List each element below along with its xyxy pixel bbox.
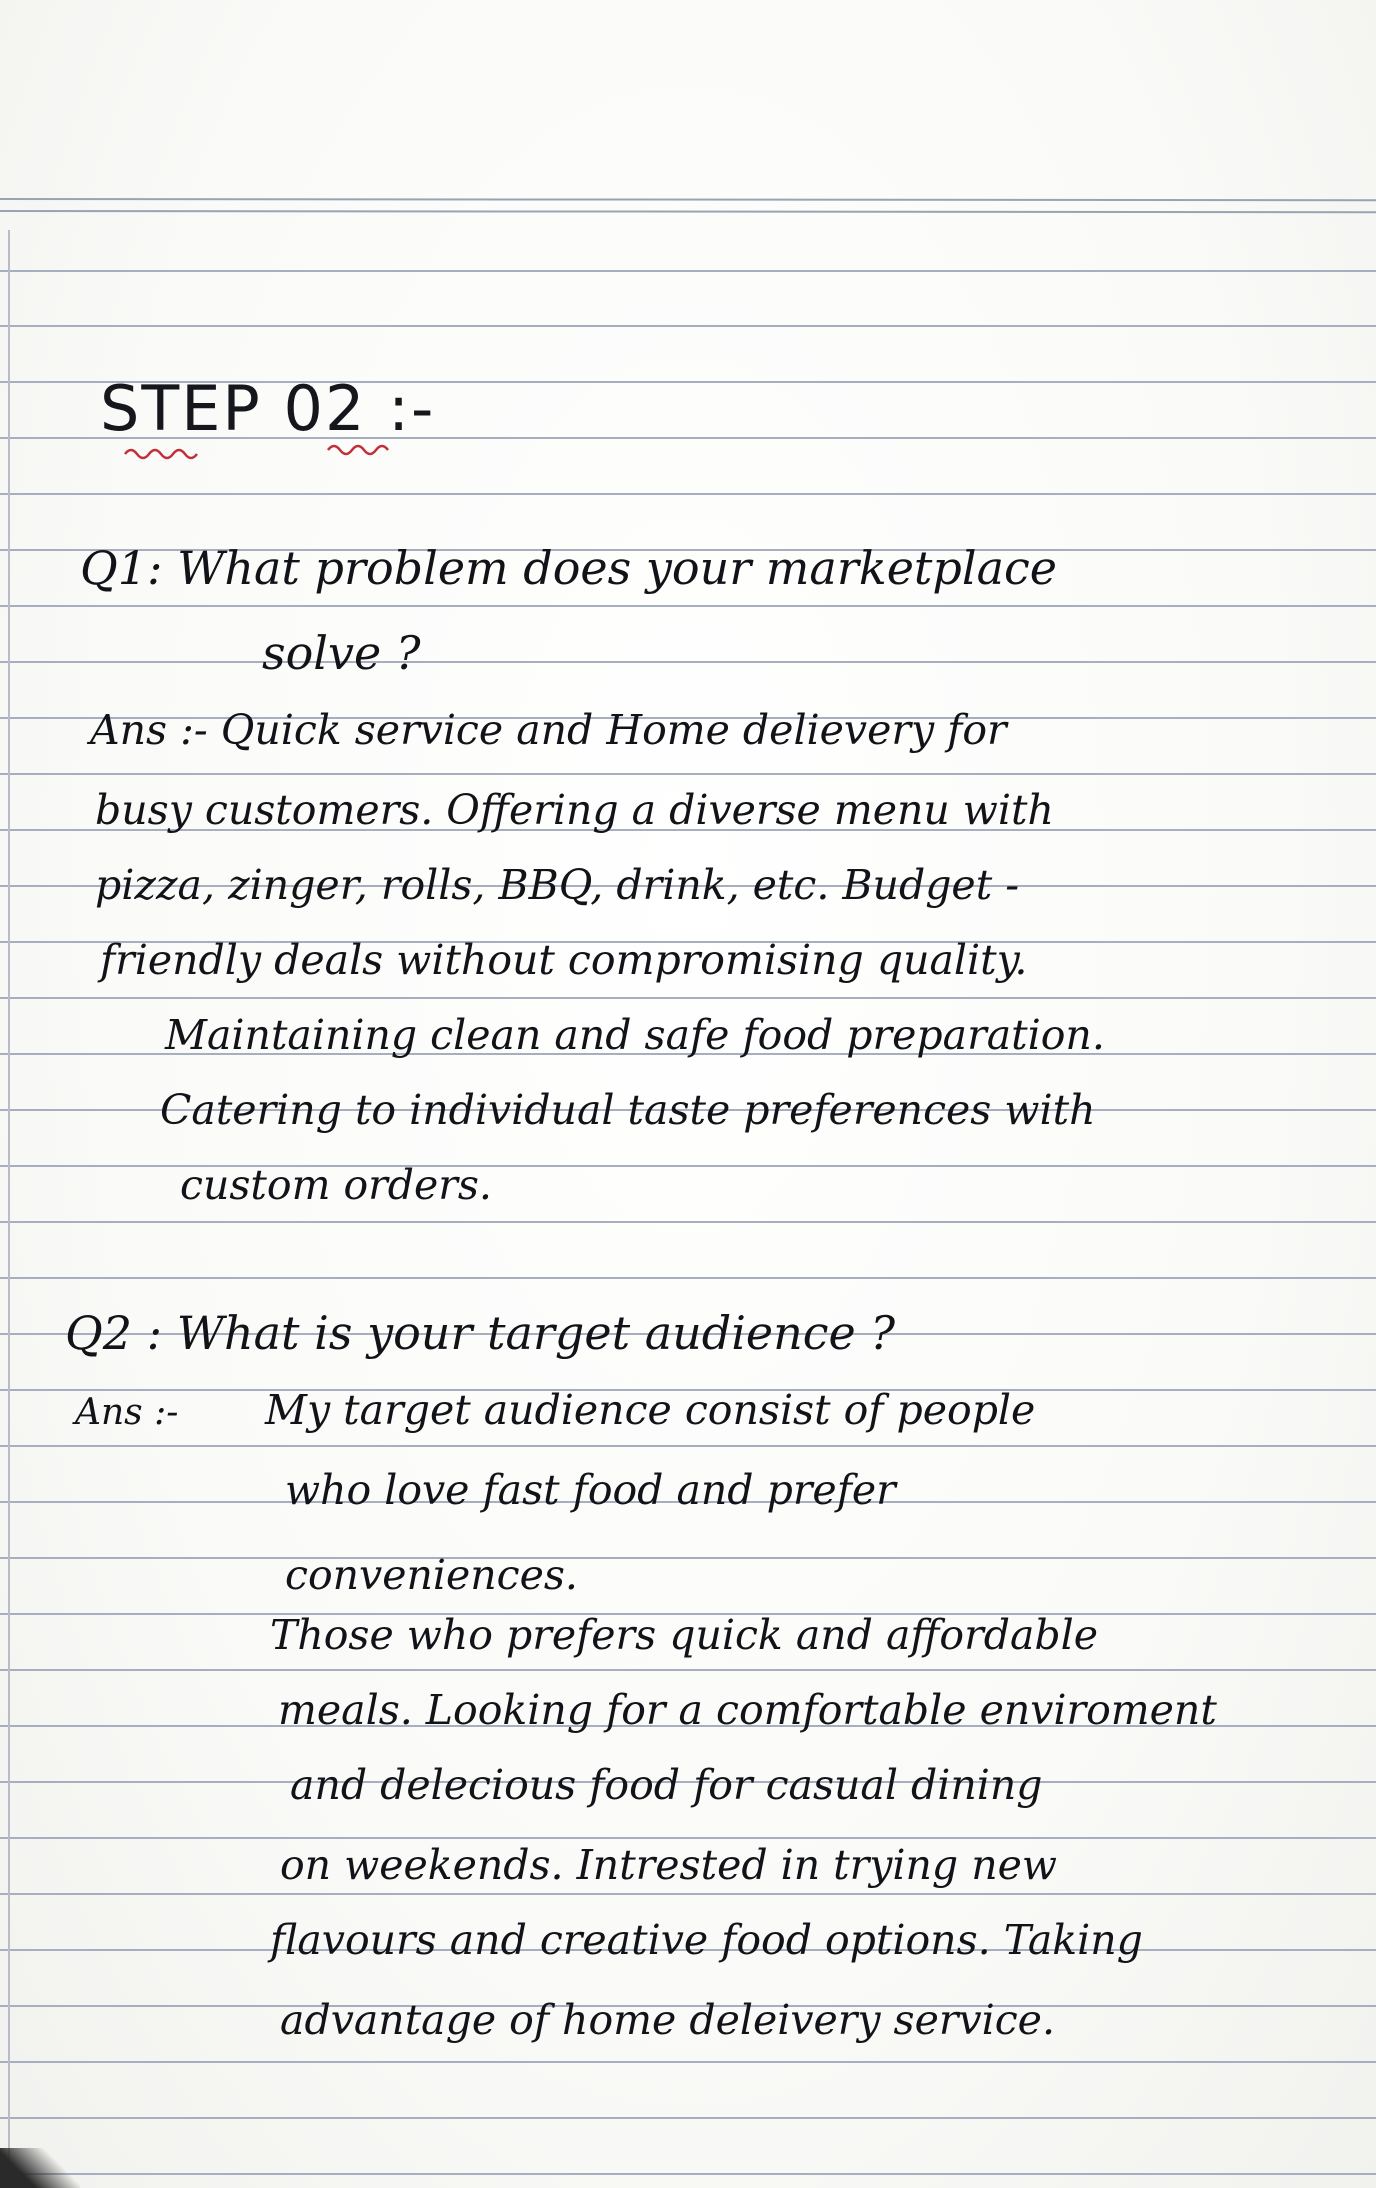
header-rule-top	[0, 198, 1376, 201]
q1-answer-line: friendly deals without compromising quality.	[100, 936, 1028, 984]
step-title: STEP 02 :-	[100, 372, 436, 445]
header-rule-bottom	[0, 210, 1376, 213]
q1-answer-line: custom orders.	[180, 1161, 492, 1209]
q2-answer-line: flavours and creative food options. Taking	[270, 1916, 1143, 1964]
q1-answer-line: Ans :- Quick service and Home delievery for	[90, 706, 1007, 754]
q2-answer-label: Ans :-	[75, 1392, 179, 1433]
q1-answer-line: busy customers. Offering a diverse menu with	[95, 786, 1054, 834]
page-corner-shadow	[0, 2148, 80, 2188]
q1-answer-line: pizza, zinger, rolls, BBQ, drink, etc. Budget -	[95, 861, 1020, 909]
q2-question: Q2 : What is your target audience ?	[65, 1306, 896, 1360]
q2-answer-line: My target audience consist of people	[265, 1386, 1036, 1434]
q2-answer-line: Those who prefers quick and affordable	[270, 1611, 1099, 1659]
left-margin-line	[8, 230, 10, 2188]
q2-answer-line: meals. Looking for a comfortable enviroment	[278, 1686, 1217, 1734]
q1-answer-line: Catering to individual taste preferences with	[160, 1086, 1096, 1134]
q2-answer-line: on weekends. Intrested in trying new	[280, 1841, 1057, 1889]
title-underline-squiggles	[120, 440, 440, 470]
q2-answer-line: advantage of home deleivery service.	[280, 1996, 1055, 2044]
q2-answer-line: who love fast food and prefer	[285, 1466, 896, 1514]
q1-answer-line: Maintaining clean and safe food preparation.	[165, 1011, 1105, 1059]
q1-question-line2: solve ?	[262, 626, 421, 680]
q2-answer-line: and delecious food for casual dining	[290, 1761, 1043, 1809]
q2-answer-line: conveniences.	[285, 1551, 578, 1599]
q1-question-line1: Q1: What problem does your marketplace	[80, 541, 1057, 595]
